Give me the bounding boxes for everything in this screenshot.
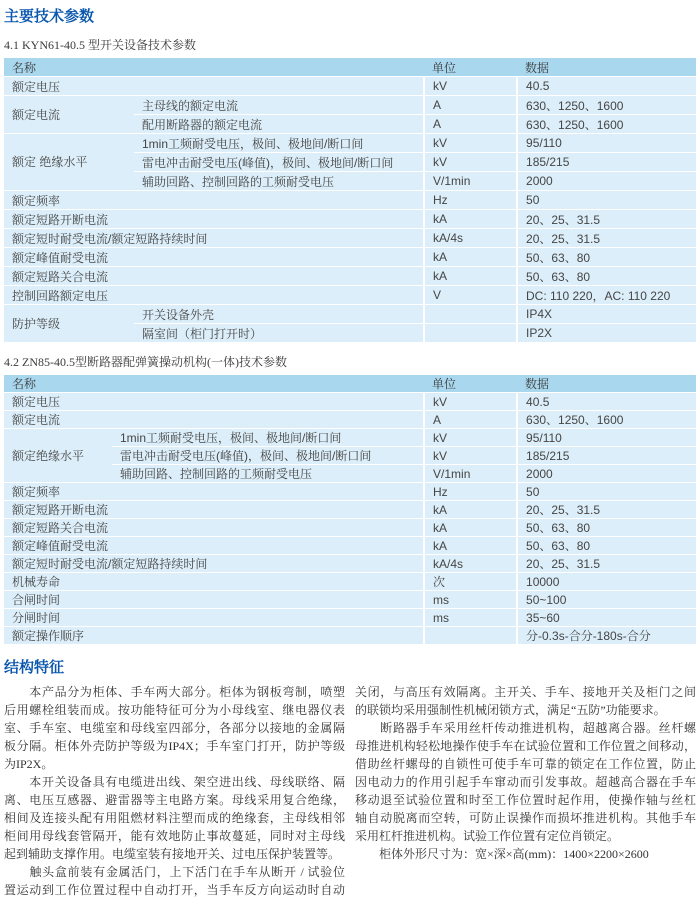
param-unit: kA: [424, 248, 517, 267]
table-row: [4, 627, 696, 645]
param-value: 630、1250、1600: [517, 115, 696, 134]
table-row: [4, 96, 696, 115]
table-header-row: [4, 58, 696, 77]
param-name: 额定频率: [4, 191, 424, 210]
table-row: [4, 573, 696, 591]
param-unit: kV: [424, 134, 517, 153]
param-value: 20、25、31.5: [517, 555, 696, 573]
param-unit: Hz: [424, 483, 517, 501]
text-column-right: [355, 683, 696, 899]
param-name: 额定短路开断电流: [4, 210, 424, 229]
param-name: 控制回路额定电压: [4, 286, 424, 305]
param-unit: kV: [424, 153, 517, 172]
param-unit: A: [424, 411, 517, 429]
param-name: 额定峰值耐受电流: [4, 248, 424, 267]
column-header: 名称: [4, 58, 424, 77]
column-header: 单位: [424, 375, 517, 393]
param-value: 20、25、31.5: [517, 501, 696, 519]
structure-text: [4, 683, 696, 899]
param-unit: kA: [424, 537, 517, 555]
param-unit: kA: [424, 501, 517, 519]
table-row: [4, 229, 696, 248]
param-unit: A: [424, 96, 517, 115]
param-name: 配用断路器的额定电流: [134, 115, 424, 134]
param-name: 隔室间（柜门打开时）: [134, 324, 424, 343]
param-name: 额定电流: [4, 411, 424, 429]
param-name: 开关设备外壳: [134, 305, 424, 324]
table-row: [4, 537, 696, 555]
table-row: [4, 134, 696, 153]
parameters-table-zn85: [4, 375, 696, 645]
text-line: 离、电压互感器、避雷器等主电路方案。母线采用复合绝缘，: [4, 793, 345, 807]
param-name: 额定短时耐受电流/额定短路持续时间: [4, 555, 424, 573]
column-header: 名称: [4, 375, 424, 393]
param-unit: V/1min: [424, 465, 517, 483]
param-unit: kV: [424, 77, 517, 96]
table-row: [4, 483, 696, 501]
param-value: 630、1250、1600: [517, 411, 696, 429]
text-line: 轴自动脱离而空转，可防止误操作而损坏推进机构。其他手车: [355, 811, 696, 825]
param-unit: kA/4s: [424, 555, 517, 573]
param-name: 1min工频耐受电压，极间、极地间/断口间: [134, 134, 424, 153]
param-unit: kV: [424, 429, 517, 447]
text-column-left: [4, 683, 345, 899]
text-line: 母推进机构轻松地操作使手车在试验位置和工作位置之间移动，: [355, 739, 696, 753]
table-row: [4, 591, 696, 609]
param-unit: kV: [424, 393, 517, 411]
param-name: 额定操作顺序: [4, 627, 424, 645]
table-header-row: [4, 375, 696, 393]
text-line: 起到辅助支撑作用。电缆室装有接地开关、过电压保护装置等。: [4, 847, 341, 861]
param-value: 2000: [517, 465, 696, 483]
param-unit: [424, 305, 517, 324]
param-name: 额定电压: [4, 393, 424, 411]
table-row: [4, 305, 696, 324]
column-header: 单位: [424, 58, 517, 77]
param-unit: kA: [424, 519, 517, 537]
param-value: IP2X: [517, 324, 696, 343]
text-line: 后用螺栓组装而成。按功能特征可分为小母线室、继电器仪表: [4, 703, 345, 717]
param-group: 防护等级: [4, 305, 134, 343]
column-header: 数据: [517, 375, 696, 393]
param-unit: Hz: [424, 191, 517, 210]
table-row: [4, 210, 696, 229]
table-caption-1: 4.1 KYN61-40.5 型开关设备技术参数: [4, 38, 196, 52]
param-value: 50、63、80: [517, 248, 696, 267]
param-name: 额定频率: [4, 483, 424, 501]
param-value: 2000: [517, 172, 696, 191]
param-value: 95/110: [517, 134, 696, 153]
param-unit: ms: [424, 609, 517, 627]
param-value: 40.5: [517, 77, 696, 96]
param-value: 10000: [517, 573, 696, 591]
table-row: [4, 77, 696, 96]
param-name: 额定短时耐受电流/额定短路持续时间: [4, 229, 424, 248]
param-value: 50: [517, 483, 696, 501]
param-name: 额定电压: [4, 77, 424, 96]
parameters-table-kyn61: [4, 58, 696, 343]
param-name: 额定短路关合电流: [4, 519, 424, 537]
table-row: [4, 393, 696, 411]
table-row: [4, 429, 696, 447]
text-line: 柜体外形尺寸为：宽×深×高(mm)：1400×2200×2600: [355, 847, 649, 861]
param-unit: kA: [424, 210, 517, 229]
table-row: [4, 191, 696, 210]
param-unit: kA: [424, 267, 517, 286]
param-value: 185/215: [517, 447, 696, 465]
param-name: 主母线的额定电流: [134, 96, 424, 115]
text-line: 采用杠杆推进机构。试验工作位置有定位肖锁定。: [355, 829, 620, 843]
text-line: 板分隔。柜体外壳防护等级为IP4X；手车室门打开，防护等级: [4, 739, 345, 753]
param-value: 185/215: [517, 153, 696, 172]
text-line: 断路器手车采用丝杆传动推进机构，超越离合器。丝杆螺: [355, 721, 696, 735]
param-name: 机械寿命: [4, 573, 424, 591]
param-group: 额定 绝缘水平: [4, 134, 134, 191]
text-line: 室、手车室、电缆室和母线室四部分，各部分以接地的金属隔: [4, 721, 345, 735]
text-line: 移动退至试验位置和时至工作位置时起作用，使操作轴与丝杠: [355, 793, 696, 807]
table-row: [4, 555, 696, 573]
table-row: [4, 286, 696, 305]
param-name: 雷电冲击耐受电压(峰值)，极间、极地间/断口间: [134, 153, 424, 172]
table-row: [4, 267, 696, 286]
param-value: 35~60: [517, 609, 696, 627]
text-line: 为IP2X。: [4, 757, 54, 771]
structure-section-heading: 结构特征: [4, 659, 65, 676]
text-line: 触头盒前装有金属活门，上下活门在手车从断开 / 试验位: [4, 865, 345, 879]
column-header: 数据: [517, 58, 696, 77]
param-name: 分闸时间: [4, 609, 424, 627]
text-line: 本开关设备具有电缆进出线、架空进出线、母线联络、隔: [4, 775, 345, 789]
table-row: [4, 501, 696, 519]
param-unit: [424, 627, 517, 645]
param-name: 额定短路开断电流: [4, 501, 424, 519]
text-line: 本产品分为柜体、手车两大部分。柜体为钢板弯制，喷塑: [4, 685, 345, 699]
text-line: 柜间用母线套管隔开，能有效地防止事故蔓延，同时对主母线: [4, 829, 345, 843]
param-value: 20、25、31.5: [517, 229, 696, 248]
param-value: 50、63、80: [517, 537, 696, 555]
param-value: 630、1250、1600: [517, 96, 696, 115]
param-unit: [424, 324, 517, 343]
table-row: [4, 411, 696, 429]
param-unit: 次: [424, 573, 517, 591]
param-group: 额定电流: [4, 96, 134, 134]
page-title: 主要技术参数: [4, 8, 95, 25]
param-value: IP4X: [517, 305, 696, 324]
param-value: 50、63、80: [517, 519, 696, 537]
param-value: 分-0.3s-合分-180s-合分: [517, 627, 696, 645]
param-name: 1min工频耐受电压，极间、极地间/断口间: [112, 429, 424, 447]
param-unit: V: [424, 286, 517, 305]
text-line: 相间及连接头配有用阻燃材料注塑而成的绝缘套，主母线相邻: [4, 811, 345, 825]
param-group: 额定绝缘水平: [4, 429, 112, 483]
param-unit: ms: [424, 591, 517, 609]
param-name: 额定峰值耐受电流: [4, 537, 424, 555]
param-value: 20、25、31.5: [517, 210, 696, 229]
text-line: 置运动到工作位置过程中自动打开，当手车反方向运动时自动: [4, 883, 345, 897]
param-unit: kA/4s: [424, 229, 517, 248]
param-unit: V/1min: [424, 172, 517, 191]
param-value: 40.5: [517, 393, 696, 411]
table-row: [4, 609, 696, 627]
param-unit: kV: [424, 447, 517, 465]
param-name: 辅助回路、控制回路的工频耐受电压: [112, 465, 424, 483]
table-row: [4, 519, 696, 537]
param-value: 95/110: [517, 429, 696, 447]
param-value: 50: [517, 191, 696, 210]
text-line: 的联锁均采用强制性机械闭锁方式，满足“五防”功能要求。: [355, 703, 666, 717]
param-value: DC: 110 220，AC: 110 220: [517, 286, 696, 305]
table-caption-2: 4.2 ZN85-40.5型断路器配弹簧操动机构(一体)技术参数: [4, 355, 287, 369]
text-line: 借助丝杆螺母的自锁性可使手车可靠的锁定在工作位置，防止: [355, 757, 696, 771]
text-line: 因电动力的作用引起手车窜动而引发事故。超越高合器在手车: [355, 775, 696, 789]
param-name: 辅助回路、控制回路的工频耐受电压: [134, 172, 424, 191]
param-value: 50、63、80: [517, 267, 696, 286]
param-unit: A: [424, 115, 517, 134]
table-row: [4, 248, 696, 267]
param-value: 50~100: [517, 591, 696, 609]
param-name: 额定短路关合电流: [4, 267, 424, 286]
param-name: 雷电冲击耐受电压(峰值)，极间、极地间/断口间: [112, 447, 424, 465]
param-name: 合闸时间: [4, 591, 424, 609]
text-line: 关闭，与高压有效隔离。主开关、手车、接地开关及柜门之间: [355, 685, 696, 699]
